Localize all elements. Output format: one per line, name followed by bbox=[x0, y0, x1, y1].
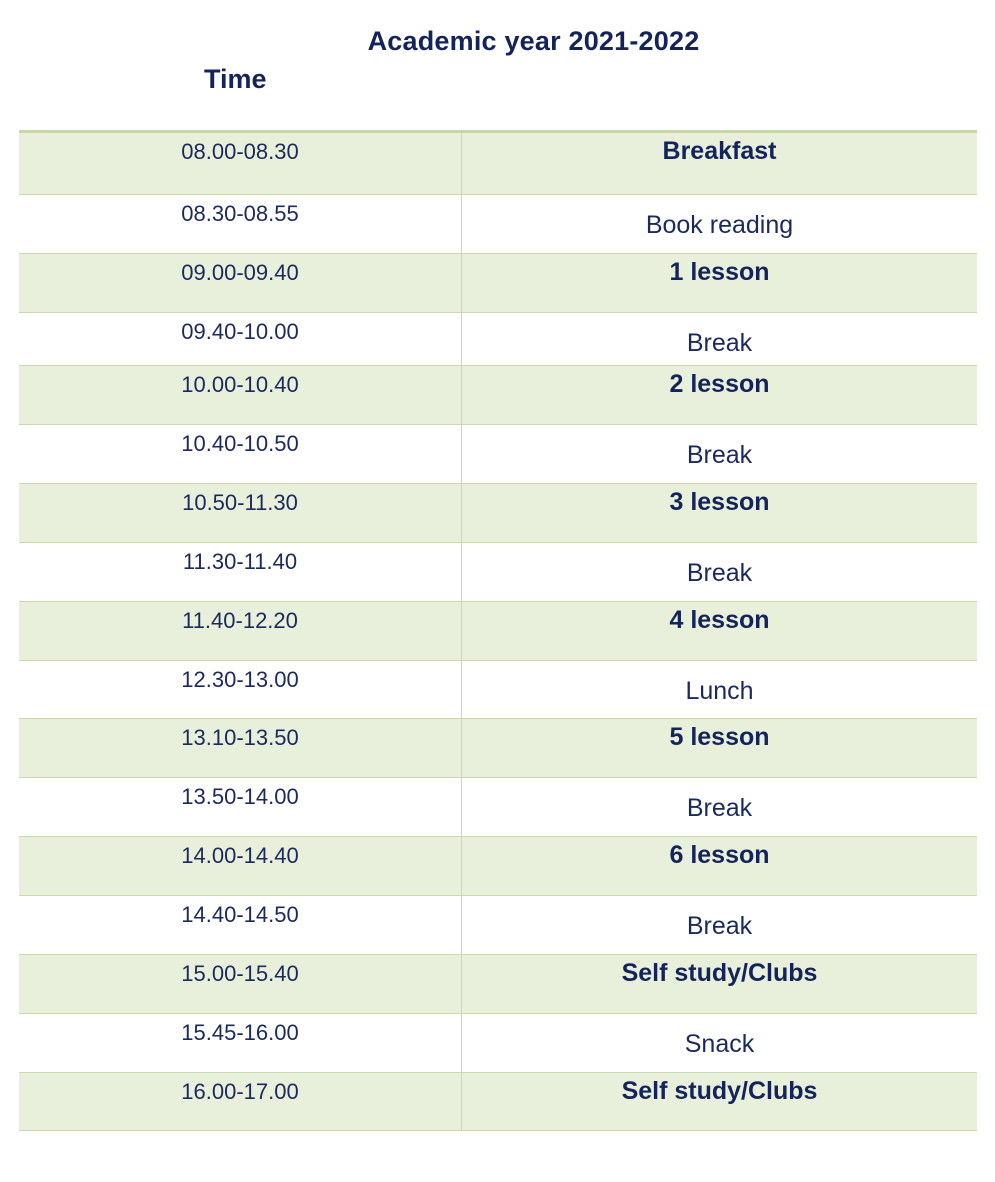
time-cell: 12.30-13.00 bbox=[19, 661, 462, 718]
activity-cell: Book reading bbox=[645, 211, 794, 239]
time-cell: 14.00-14.40 bbox=[19, 837, 462, 895]
activity-cell: Self study/Clubs bbox=[621, 959, 818, 987]
table-row bbox=[19, 425, 977, 484]
activity-cell: Break bbox=[686, 441, 753, 469]
activity-cell: Break bbox=[686, 329, 753, 357]
activity-cell: 3 lesson bbox=[669, 488, 770, 516]
table-row bbox=[19, 195, 977, 254]
table-row bbox=[19, 896, 977, 955]
table-row bbox=[19, 1014, 977, 1073]
activity-cell: 4 lesson bbox=[669, 606, 770, 634]
time-cell: 13.50-14.00 bbox=[19, 778, 462, 836]
table-row bbox=[19, 366, 977, 425]
time-cell: 13.10-13.50 bbox=[19, 719, 462, 777]
time-cell: 15.00-15.40 bbox=[19, 955, 462, 1013]
table-row bbox=[19, 484, 977, 543]
activity-cell: 2 lesson bbox=[669, 370, 770, 398]
activity-cell: Break bbox=[686, 794, 753, 822]
table-row bbox=[19, 254, 977, 313]
table-row bbox=[19, 837, 977, 896]
activity-cell: Self study/Clubs bbox=[621, 1077, 818, 1105]
time-cell: 11.40-12.20 bbox=[19, 602, 462, 660]
time-cell: 16.00-17.00 bbox=[19, 1073, 462, 1130]
time-cell: 10.50-11.30 bbox=[19, 484, 462, 542]
table-row bbox=[19, 313, 977, 366]
activity-cell: Lunch bbox=[685, 677, 754, 705]
page-title: Academic year 2021-2022 bbox=[367, 26, 700, 56]
time-cell: 09.00-09.40 bbox=[19, 254, 462, 312]
table-row bbox=[19, 602, 977, 661]
table-row bbox=[19, 719, 977, 778]
table-row bbox=[19, 955, 977, 1014]
time-cell: 08.00-08.30 bbox=[19, 133, 462, 194]
activity-cell: Snack bbox=[684, 1030, 755, 1058]
time-cell: 15.45-16.00 bbox=[19, 1014, 462, 1072]
activity-cell: 6 lesson bbox=[669, 841, 770, 869]
table-row bbox=[19, 778, 977, 837]
time-cell: 11.30-11.40 bbox=[19, 543, 462, 601]
time-cell: 14.40-14.50 bbox=[19, 896, 462, 954]
table-row bbox=[19, 133, 977, 195]
activity-cell: Breakfast bbox=[662, 137, 777, 165]
activity-cell: Break bbox=[686, 559, 753, 587]
schedule-table bbox=[19, 130, 977, 1131]
activity-cell: 1 lesson bbox=[669, 258, 770, 286]
activity-cell: 5 lesson bbox=[669, 723, 770, 751]
time-cell: 10.40-10.50 bbox=[19, 425, 462, 483]
activity-cell: Break bbox=[686, 912, 753, 940]
table-row bbox=[19, 1073, 977, 1131]
table-row bbox=[19, 543, 977, 602]
table-row bbox=[19, 661, 977, 719]
time-column-header: Time bbox=[204, 64, 267, 94]
time-cell: 09.40-10.00 bbox=[19, 313, 462, 365]
time-cell: 10.00-10.40 bbox=[19, 366, 462, 424]
time-cell: 08.30-08.55 bbox=[19, 195, 462, 253]
